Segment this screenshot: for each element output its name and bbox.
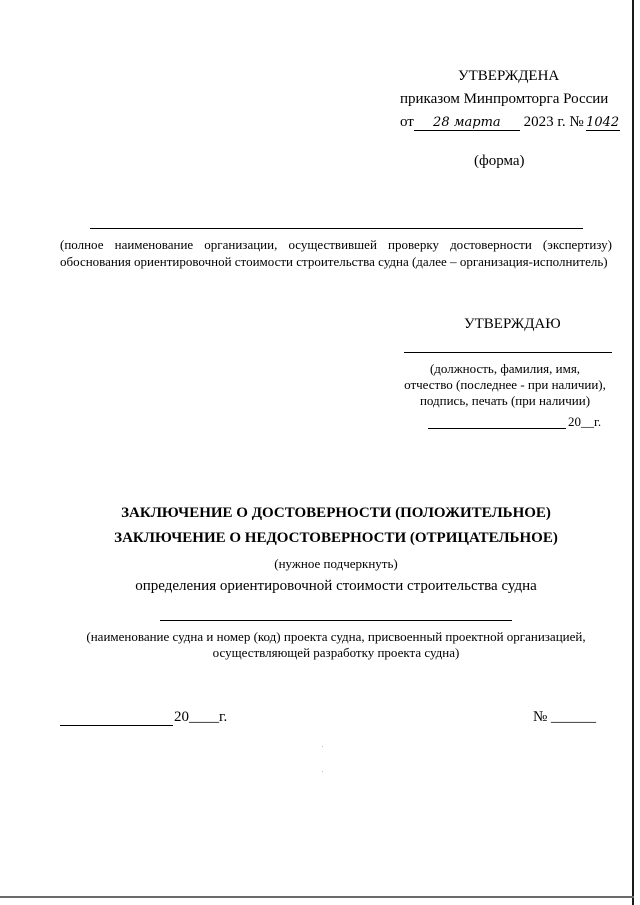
approve-caption-1: (должность, фамилия, имя, bbox=[429, 361, 581, 376]
date-prefix: от bbox=[400, 114, 414, 130]
handwritten-date: 28 марта bbox=[414, 115, 520, 131]
position-signature-line bbox=[404, 352, 612, 353]
approve-caption-3: подпись, печать (при наличии) bbox=[419, 393, 591, 408]
footer-date-text: 20____г. bbox=[174, 709, 228, 725]
order-date-line bbox=[400, 114, 620, 131]
order-year-number: 2023 г. № bbox=[523, 114, 584, 130]
approve-date-line bbox=[428, 428, 566, 429]
conclusion-positive-title: ЗАКЛЮЧЕНИЕ О ДОСТОВЕРНОСТИ (ПОЛОЖИТЕЛЬНОЕ) bbox=[121, 505, 551, 521]
scan-speck bbox=[322, 771, 323, 772]
order-line: приказом Минпромторга России bbox=[400, 91, 609, 107]
scan-speck bbox=[322, 746, 323, 747]
organization-caption: (полное наименование организации, осуществившей проверку достоверности (экспертизу) обоснования ориентировочной стоимости строительства судна (далее – организация-исполнитель) bbox=[60, 237, 612, 269]
form-label: (форма) bbox=[474, 153, 525, 169]
approve-date-text: 20__г. bbox=[568, 414, 602, 429]
approved-title: УТВЕРЖДЕНА bbox=[458, 68, 560, 84]
page-edge-right bbox=[632, 0, 634, 905]
underline-note: (нужное подчеркнуть) bbox=[274, 556, 398, 571]
page-edge-bottom bbox=[0, 896, 634, 898]
footer-number: № ______ bbox=[533, 709, 597, 725]
approve-title: УТВЕРЖДАЮ bbox=[464, 316, 561, 332]
footer-date-line bbox=[60, 725, 173, 726]
organization-name-line bbox=[90, 228, 583, 229]
ship-caption-2: осуществляющей разработку проекта судна) bbox=[212, 645, 460, 660]
conclusion-negative-title: ЗАКЛЮЧЕНИЕ О НЕДОСТОВЕРНОСТИ (ОТРИЦАТЕЛЬНОЕ) bbox=[114, 530, 558, 546]
ship-name-line bbox=[160, 620, 512, 621]
handwritten-number: 1042 bbox=[586, 115, 620, 130]
ship-caption-1: (наименование судна и номер (код) проекта судна, присвоенный проектной организацией, bbox=[86, 629, 586, 644]
approve-caption-2: отчество (последнее - при наличии), bbox=[404, 377, 606, 392]
conclusion-subject: определения ориентировочной стоимости строительства судна bbox=[135, 578, 537, 594]
